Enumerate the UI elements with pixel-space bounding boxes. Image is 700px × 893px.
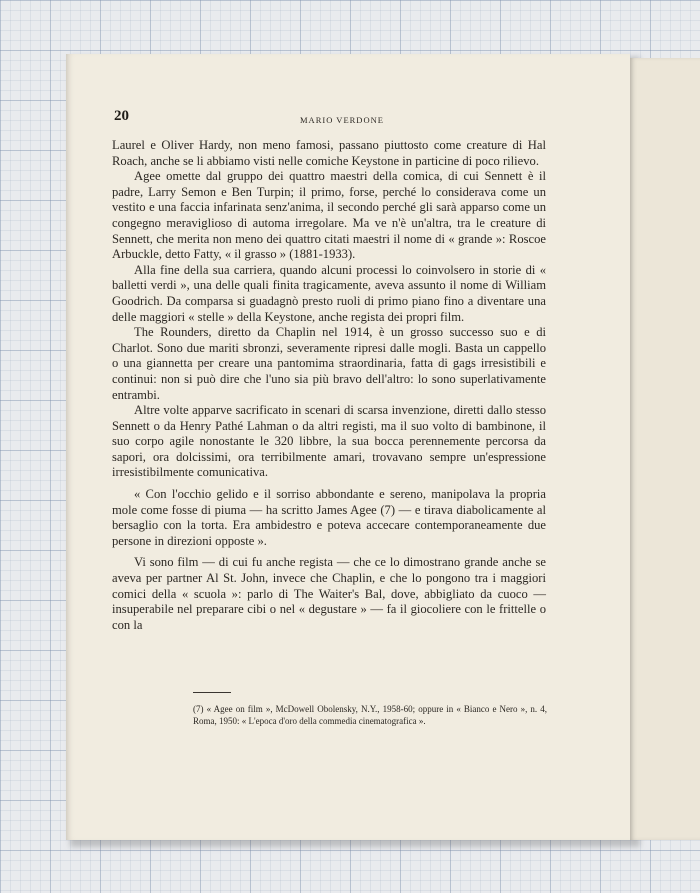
body-text	[112, 138, 546, 633]
paragraph-3: Alla fine della sua carriera, quando alcuni processi lo coinvolsero in storie di « balletti verdi », una delle quali finita tragicamente, aveva assunto il nome di William Goodrich. Da comparsa si guadagnò presto ruoli di primo piano fino a diventare una delle maggiori « stelle » della Keystone, anche regista dei propri film.	[112, 262, 546, 324]
running-head-author: MARIO VERDONE	[300, 115, 384, 125]
paragraph-1: Laurel e Oliver Hardy, non meno famosi, passano piuttosto come creature di Hal Roach, anche se li abbiamo visti nelle comiche Keystone in particine di poco rilievo.	[112, 138, 546, 168]
page-number: 20	[114, 108, 129, 124]
paragraph-4: The Rounders, diretto da Chaplin nel 1914, è un grosso successo suo e di Charlot. Sono due mariti sbronzi, severamente ripresi dalle mogli. Basta un cappello o una giannetta per creare una pantomima straordinaria, fatta di gags irresistibili e continui: non si può dire che l'uno sia più bravo dell'altro: lo sono superlativamente entrambi.	[112, 325, 546, 402]
paragraph-2: Agee omette dal gruppo dei quattro maestri della comica, di cui Sennett è il padre, Larry Semon e Ben Turpin; il primo, forse, perché lo considerava come un vestito e una faccia infarinata senz'anima, il secondo perché gli sarà apparso come un congegno meraviglioso di automa irregolare. Ma ve n'è un'altra, tra le creature di Sennett, che merita non meno dei quattro citati maestri il nome di « grande »: Roscoe Arbuckle, detto Fatty, « il grasso » (1881-1933).	[112, 169, 546, 262]
footnote-divider	[193, 692, 231, 693]
footnote-7: (7) « Agee on film », McDowell Obolensky, N.Y., 1958-60; oppure in « Bianco e Nero », n. 4, Roma, 1950: « L'epoca d'oro della commedia cinematografica ».	[193, 704, 547, 726]
paragraph-5: Altre volte apparve sacrificato in scenari di scarsa invenzione, diretti dallo stesso Sennett o da Henry Pathé Lahman o da altri registi, ma il suo volto di bambinone, il suo corpo agile nonostante le 320 libbre, la sua bocca perennemente percorsa da sapori, ora dolcissimi, ora terribilmente amari, trovavano sempre un'espressione irresistibilmente comunicativa.	[112, 403, 546, 480]
adjacent-page-edge	[630, 58, 700, 840]
paragraph-6: « Con l'occhio gelido e il sorriso abbondante e sereno, manipolava la propria mole come fosse di piuma — ha scritto James Agee (7) — e tirava diabolicamente al bersaglio con la torta. Era ambidestro e poteva accecare contemporaneamente due persone in direzioni opposte ».	[112, 487, 546, 548]
paragraph-7: Vi sono film — di cui fu anche regista — che ce lo dimostrano grande anche se aveva per partner Al St. John, invece che Chaplin, e che lo pongono tra i maggiori comici della « scuola »: parlo di The Waiter's Bal, dove, abbigliato da cuoco — insuperabile nel preparare cibi o nel « degustare » — fa il giocoliere con le frittelle o con la	[112, 555, 546, 632]
